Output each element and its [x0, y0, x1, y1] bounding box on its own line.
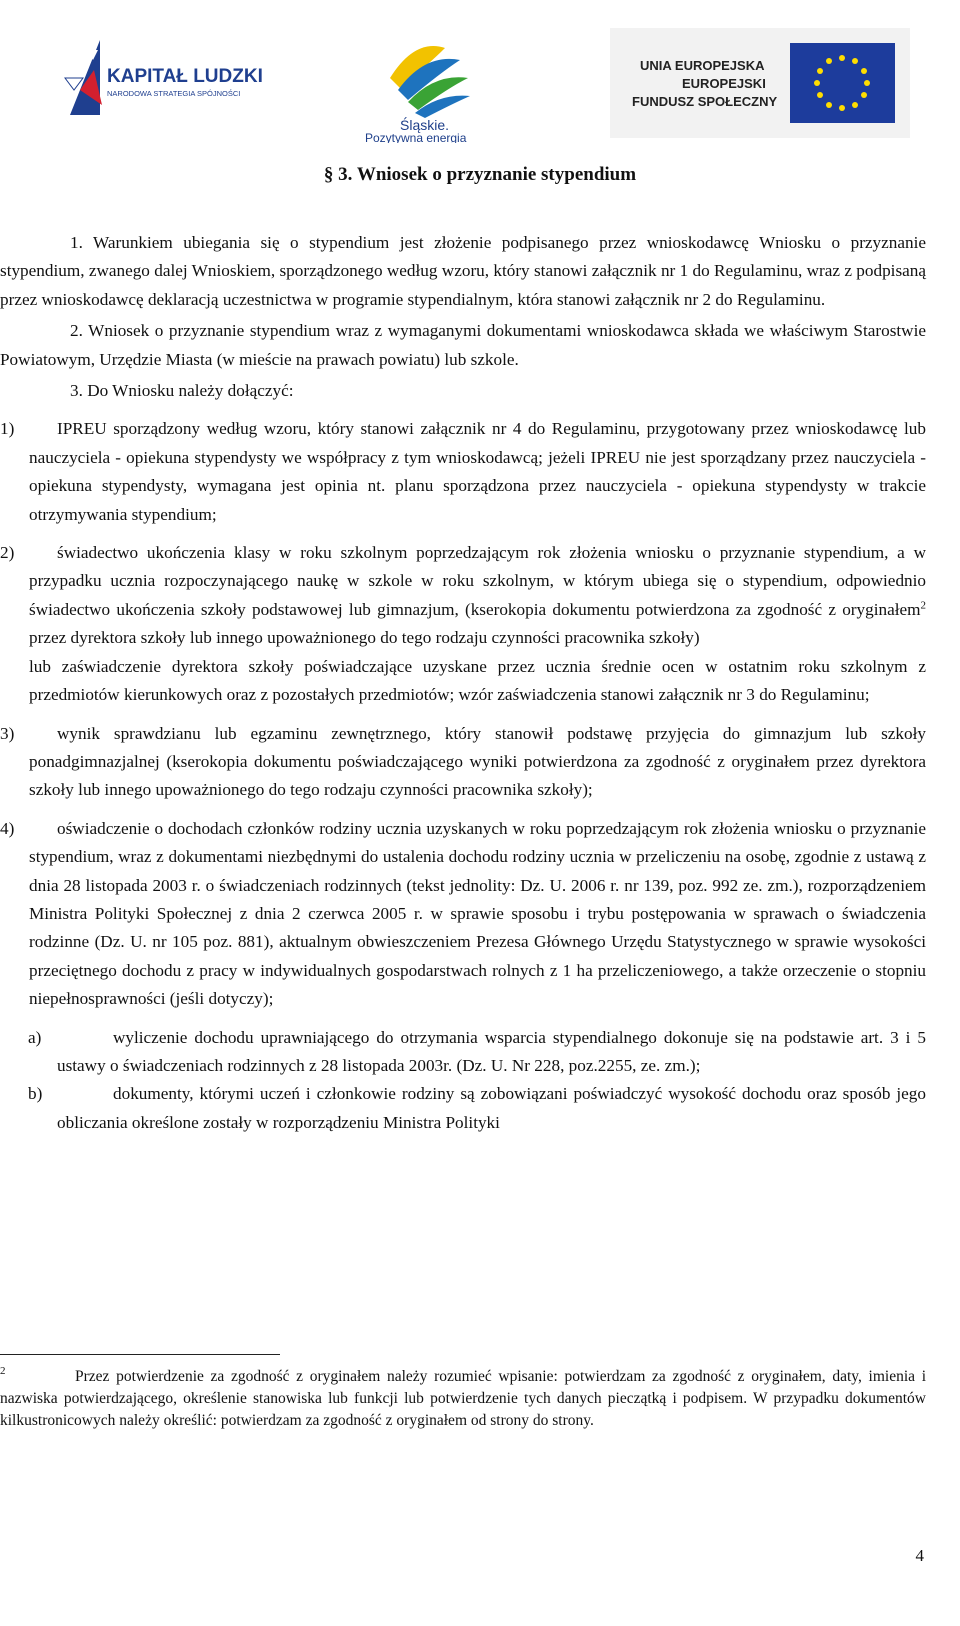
- eu-flag-icon: [790, 43, 895, 123]
- ue-line3: FUNDUSZ SPOŁECZNY: [632, 94, 778, 109]
- footnote-ref: 2: [920, 599, 926, 612]
- list-number: 1): [0, 419, 15, 439]
- footnote-text: Przez potwierdzenie za zgodność z oryginałem należy rozumieć wpisanie: potwierdzam za zgodność z oryginałem, daty, imienia i nazwiska potwierdzającego, określenie stanowiska lub funkcji lub potwierdzenie tych danych pieczątką i podpisem. W przypadku dokumentów kilkustronicowych należy określić: potwierdzam za zgodność z oryginałem od strony do strony.: [0, 1368, 926, 1429]
- footnote: [0, 1366, 926, 1432]
- slaskie-emblem: [360, 18, 510, 143]
- sublist-item-b: [0, 1080, 926, 1137]
- list-item-4: [0, 815, 926, 1014]
- paragraph-2: 2. Wniosek o przyznanie stypendium wraz z wymaganymi dokumentami wnioskodawca składa we właściwym Starostwie Powiatowym, Urzędzie Miasta (w mieście na prawach powiatu) lub szkole.: [0, 321, 926, 369]
- slaskie-logo: [360, 18, 510, 143]
- document-body: [0, 229, 926, 1137]
- list-text: oświadczenie o dochodach członków rodziny ucznia uzyskanych w roku poprzedzającym rok złożenia wniosku o przyznanie stypendium, wraz z dokumentami niezbędnymi do ustalenia dochodu rodziny ucznia w przeliczeniu na osobę, zgodnie z ustawą z dnia 28 listopada 2003 r. o świadczeniach rodzinnych (tekst jednolity: Dz. U. 2006 r. nr 139, poz. 992 ze. zm.), rozporządzeniem Ministra Polityki Społecznej z dnia 2 czerwca 2005 r. w sprawie sposobu i trybu postępowania w sprawach o świadczenia rodzinne (Dz. U. nr 105 poz. 881), aktualnym obwieszczeniem Prezesa Głównego Urzędu Statystycznego w sprawie wysokości przeciętnego dochodu z pracy w indywidualnych gospodarstwach rolnych z 1 ha przeliczeniowego, a także orzeczenie o stopniu niepełnosprawności (jeśli dotyczy);: [29, 818, 926, 1009]
- list-item-2: [0, 539, 926, 709]
- page-number: 4: [915, 1546, 924, 1565]
- sublist-letter: a): [28, 1027, 42, 1047]
- list-number: 4): [0, 818, 15, 838]
- kapital-ludzki-subtitle: NARODOWA STRATEGIA SPÓJNOŚCI: [107, 89, 241, 98]
- list-text-part-a: świadectwo ukończenia klasy w roku szkolnym poprzedzającym rok złożenia wniosku o przyznanie stypendium, a w przypadku ucznia rozpoczynającego naukę w szkole w roku szkolnym, w którym ubiega się o stypendium, odpowiednio świadectwo ukończenia szkoły podstawowej lub gimnazjum, (kserokopia dokumentu potwierdzona za zgodność z oryginałem: [29, 543, 926, 619]
- list-number: 2): [0, 543, 15, 563]
- unia-europejska-logo: [610, 28, 910, 138]
- list-text-part-b: przez dyrektora szkoły lub innego upoważnionego do tego rodzaju czynności pracownika szkoły): [29, 628, 700, 648]
- ue-line2: EUROPEJSKI: [682, 76, 766, 91]
- kapital-ludzki-emblem: [60, 30, 290, 135]
- ue-efs-emblem: [610, 28, 910, 138]
- paragraph-1: 1. Warunkiem ubiegania się o stypendium jest złożenie podpisanego przez wnioskodawcę Wniosku o przyznanie stypendium, zwanego dalej Wnioskiem, sporządzonego według wzoru, który stanowi załącznik nr 1 do Regulaminu, wraz z podpisaną przez wnioskodawcę deklaracją uczestnictwa w programie stypendialnym, która stanowi załącznik nr 2 do Regulaminu.: [0, 233, 926, 309]
- slaskie-title: Śląskie.: [400, 117, 450, 133]
- list-text: IPREU sporządzony według wzoru, który stanowi załącznik nr 4 do Regulaminu, przygotowany przez wnioskodawcę lub nauczyciela - opiekuna stypendysty we współpracy z tym wnioskodawcą; jeżeli IPREU nie jest sporządzany przez nauczyciela - opiekuna stypendysty, wymagana jest opinia nt. planu sporządzona przez nauczyciela - opiekuna stypendysty w trakcie otrzymywania stypendium;: [29, 419, 926, 524]
- ue-line1: UNIA EUROPEJSKA: [640, 58, 765, 73]
- list-number: 3): [0, 723, 15, 743]
- kapital-ludzki-title: KAPITAŁ LUDZKI: [107, 66, 263, 87]
- footnote-separator: [0, 1354, 280, 1355]
- kapital-ludzki-logo: [60, 30, 290, 135]
- sublist-item-a: [0, 1024, 926, 1081]
- list-text-continuation: lub zaświadczenie dyrektora szkoły poświadczające uzyskane przez ucznia średnie ocen w ostatnim roku szkolnym z przedmiotów kierunkowych oraz z pozostałych przedmiotów; wzór zaświadczenia stanowi załącznik nr 3 do Regulaminu;: [29, 656, 926, 705]
- sublist-text: wyliczenie dochodu uprawniającego do otrzymania wsparcia stypendialnego dokonuje się na podstawie art. 3 i 5 ustawy o świadczeniach rodzinnych z 28 listopada 2003r. (Dz. U. Nr 228, poz.2255, ze. zm.);: [57, 1027, 926, 1075]
- list-text: wynik sprawdzianu lub egzaminu zewnętrznego, który stanowił podstawę przyjęcia do gimnazjum lub szkoły ponadgimnazjalnej (kserokopia dokumentu poświadczającego wyniki potwierdzona za zgodność z oryginałem przez dyrektora szkoły lub innego upoważnionego do tego rodzaju czynności pracownika szkoły);: [29, 723, 926, 800]
- list-item-3: [0, 720, 926, 805]
- header-logos: [60, 18, 920, 143]
- footnote-number: 2: [0, 1365, 6, 1377]
- sublist-text: dokumenty, którymi uczeń i członkowie rodziny są zobowiązani poświadczyć wysokość dochodu oraz sposób jego obliczania określone zostały w rozporządzeniu Ministra Polityki: [57, 1084, 926, 1132]
- list-item-1: [0, 415, 926, 529]
- paragraph-3: 3. Do Wniosku należy dołączyć:: [70, 381, 294, 401]
- slaskie-subtitle: Pozytywna energia: [365, 131, 467, 143]
- sublist-letter: b): [28, 1084, 43, 1104]
- section-heading: § 3. Wniosek o przyznanie stypendium: [323, 164, 637, 185]
- list-text: [29, 539, 926, 653]
